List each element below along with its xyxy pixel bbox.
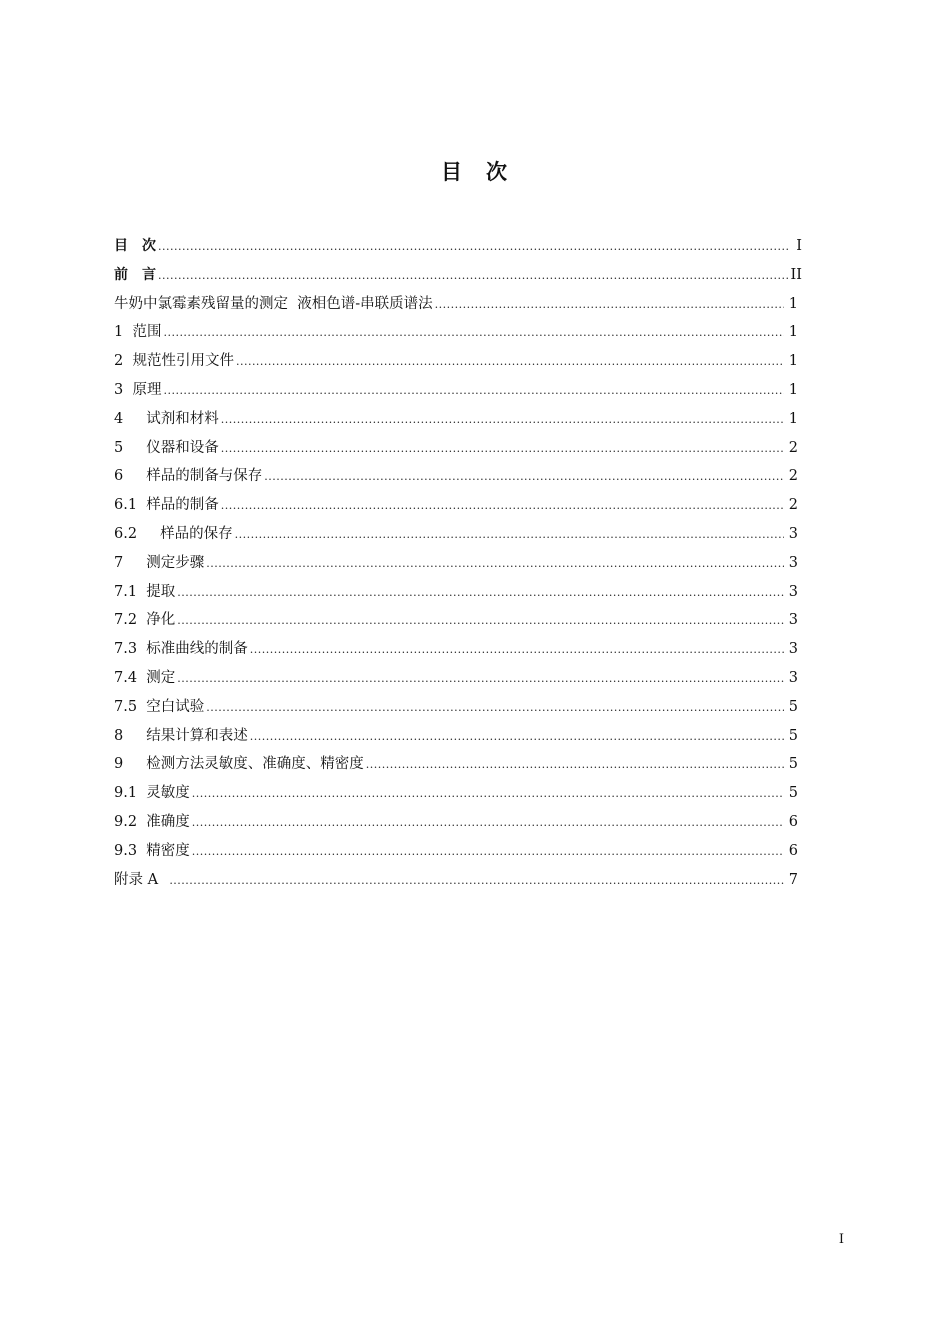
toc-entry[interactable] [114,405,802,434]
toc-leader-dots [192,809,784,838]
toc-entry-label: 9 检测方法灵敏度、准确度、精密度 [114,756,364,773]
toc-entry-label: 7 测定步骤 [114,554,205,571]
toc-leader-dots [435,291,784,320]
toc-leader-dots [169,867,784,896]
toc-leader-dots [235,521,784,550]
toc-entry[interactable] [114,664,802,693]
toc-entry[interactable] [114,779,802,808]
toc-entry-page-number: 5 [788,785,798,802]
toc-entry[interactable] [114,750,802,779]
toc-entry[interactable] [114,318,802,347]
toc-entry-page-number: 6 [788,813,798,830]
toc-entry-label: 6 样品的制备与保存 [114,468,263,485]
toc-entry[interactable] [114,232,802,261]
toc-entry[interactable] [114,837,802,866]
toc-leader-dots [366,751,784,780]
table-of-contents [114,232,802,894]
toc-entry[interactable] [114,376,802,405]
toc-leader-dots [221,435,784,464]
toc-entry[interactable] [114,722,802,751]
toc-entry-page-number: I [796,238,802,254]
toc-entry[interactable] [114,290,802,319]
toc-entry-label: 7.3 标准曲线的制备 [114,641,248,658]
toc-entry-page-number: 3 [788,612,798,629]
toc-entry-page-number: 3 [788,525,798,542]
toc-entry[interactable] [114,434,802,463]
toc-entry-label: 附录 A [114,871,168,888]
toc-entry-label: 5 仪器和设备 [114,439,219,456]
page-number: I [838,1232,844,1247]
toc-entry-page-number: 1 [788,410,798,427]
toc-leader-dots [206,550,784,579]
toc-entry-page-number: II [790,266,802,283]
toc-entry-page-number: 5 [788,698,798,715]
toc-entry-label: 目 次 [114,238,156,254]
toc-entry-label: 7.4 测定 [114,669,176,686]
toc-entry-page-number: 3 [788,669,798,686]
toc-leader-dots [177,579,784,608]
toc-entry[interactable] [114,520,802,549]
toc-leader-dots [192,838,784,867]
toc-entry-label: 2 规范性引用文件 [114,353,234,370]
toc-leader-dots [250,723,784,752]
toc-entry-page-number: 1 [788,381,798,398]
toc-leader-dots [158,233,788,262]
toc-leader-dots [177,607,784,636]
toc-leader-dots [163,319,784,348]
toc-entry-label: 7.2 净化 [114,612,176,629]
title-char-1: 目 [441,160,464,184]
toc-leader-dots [221,492,784,521]
toc-entry-label: 6.2 样品的保存 [114,525,233,542]
toc-entry-page-number: 6 [788,842,798,859]
toc-leader-dots [158,262,788,291]
toc-entry-label: 7.1 提取 [114,583,176,600]
toc-entry-label: 1 范围 [114,324,162,341]
toc-leader-dots [206,694,784,723]
toc-leader-dots [264,463,784,492]
title-char-2: 次 [486,160,509,184]
toc-leader-dots [177,665,784,694]
toc-entry-label: 9.2 准确度 [114,813,190,830]
toc-entry[interactable] [114,808,802,837]
toc-entry-page-number: 5 [788,756,798,773]
toc-leader-dots [250,636,784,665]
toc-leader-dots [192,780,784,809]
toc-entry-page-number: 1 [788,353,798,370]
toc-entry[interactable] [114,866,802,895]
toc-entry-label: 8 结果计算和表述 [114,727,248,744]
toc-leader-dots [221,406,784,435]
toc-entry[interactable] [114,606,802,635]
toc-entry-label: 4 试剂和材料 [114,410,219,427]
toc-entry[interactable] [114,462,802,491]
toc-entry-label: 6.1 样品的制备 [114,497,219,514]
toc-leader-dots [163,377,784,406]
toc-entry[interactable] [114,491,802,520]
toc-entry-label: 7.5 空白试验 [114,698,205,715]
toc-entry[interactable] [114,635,802,664]
toc-entry-page-number: 1 [788,324,798,341]
toc-entry-label: 3 原理 [114,381,162,398]
toc-entry-label: 9.1 灵敏度 [114,785,190,802]
toc-entry-page-number: 7 [788,871,798,888]
page-title [0,156,950,186]
toc-entry[interactable] [114,261,802,290]
toc-entry-page-number: 3 [788,583,798,600]
toc-entry-page-number: 2 [788,468,798,485]
toc-entry-label: 牛奶中氯霉素残留量的测定 液相色谱-串联质谱法 [114,295,433,312]
toc-entry[interactable] [114,549,802,578]
toc-entry[interactable] [114,578,802,607]
toc-entry-page-number: 2 [788,439,798,456]
toc-entry-page-number: 2 [788,497,798,514]
toc-entry-page-number: 3 [788,641,798,658]
toc-entry-label: 前 言 [114,266,156,283]
toc-entry-label: 9.3 精密度 [114,842,190,859]
toc-entry-page-number: 3 [788,554,798,571]
toc-leader-dots [236,348,784,377]
toc-entry[interactable] [114,347,802,376]
toc-entry-page-number: 5 [788,727,798,744]
toc-entry-page-number: 1 [788,295,798,312]
toc-entry[interactable] [114,693,802,722]
